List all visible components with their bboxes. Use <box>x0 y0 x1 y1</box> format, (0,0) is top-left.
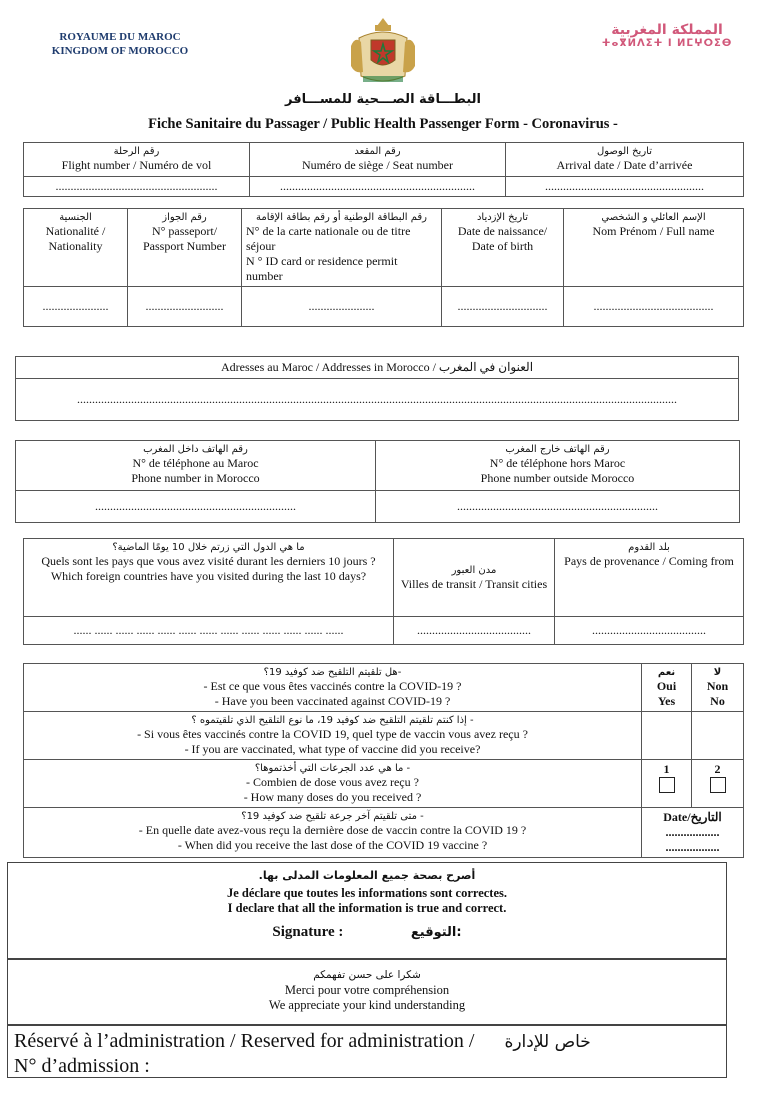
admin-reserved-label: Réservé à l’administration / Reserved for administration / <box>14 1030 475 1052</box>
id-card-header: رقم البطاقة الوطنية أو رقم بطاقة الإقامة N° de la carte nationale ou de titre séjour N ° ID card or residence permit number <box>242 209 442 287</box>
phone-out-label-en: Phone number outside Morocco <box>480 471 635 485</box>
travel-table <box>23 538 744 645</box>
address-table <box>15 356 739 421</box>
origin-country-header: بلد القدوم Pays de provenance / Coming from <box>555 539 744 617</box>
vaccine-table <box>23 663 744 858</box>
passport-header: رقم الجواز N° passeport/ Passport Number <box>128 209 242 287</box>
vaccine-type-no-cell <box>692 712 744 760</box>
phone-in-header: رقم الهاتف داخل المغرب N° de téléphone au Maroc Phone number in Morocco <box>16 441 376 491</box>
kingdom-name-block-ar <box>592 22 742 49</box>
dose-1-option[interactable]: 1 <box>642 760 692 808</box>
admission-number-label: N° d’admission : <box>14 1055 150 1077</box>
dose-2-option[interactable]: 2 <box>692 760 744 808</box>
thanks-box <box>7 958 727 1026</box>
thanks-fr: Merci pour votre compréhension <box>284 983 450 997</box>
flight-number-field[interactable]: ...................................................... <box>24 177 250 197</box>
form-title-ar: البطـــاقة الصـــحية للمســـافر <box>285 92 481 107</box>
signature-label: Signature : <box>272 924 344 940</box>
last-dose-date-field[interactable]: Date/التاريخ .................. .................. <box>642 808 744 858</box>
kingdom-name-ar: المملكة المغربية <box>611 22 723 38</box>
admission-number-field[interactable] <box>8 1054 726 1078</box>
visited-countries-header: ما هي الدول التي زرتم خلال 10 يومًا الماضية؟ Quels sont les pays que vous avez visité durant les derniers 10 jours ? Which foreign countries have you visited during the last 10 days? <box>24 539 394 617</box>
address-label: Adresses au Maroc / Addresses in Morocco / العنوان في المغرب <box>220 360 534 374</box>
address-header <box>16 357 739 379</box>
form-title: Fiche Sanitaire du Passager / Public Health Passenger Form - Coronavirus - <box>148 116 618 132</box>
kingdom-name-block <box>40 30 200 58</box>
dose-2-checkbox[interactable] <box>710 777 726 793</box>
thanks-ar: شكرا على حسن تفهمكم <box>313 969 421 981</box>
declaration-en: I declare that all the information is true and correct. <box>227 901 507 915</box>
flight-number-label: Flight number / Numéro de vol <box>61 158 212 172</box>
transit-cities-field[interactable]: ...................................... <box>394 617 555 645</box>
id-card-field[interactable]: ...................... <box>242 287 442 327</box>
transit-cities-header: مدن العبور Villes de transit / Transit cities <box>394 539 555 617</box>
no-option[interactable]: لا Non No <box>692 664 744 712</box>
arrival-date-header: تاريخ الوصول Arrival date / Date d’arrivée <box>506 143 744 177</box>
dose-count-question: - ما هي عدد الجرعات التي أخذتموها؟ - Combien de dose vous avez reçu ? - How many doses do you received ? <box>24 760 642 808</box>
full-name-header: الإسم العائلي و الشخصي Nom Prénom / Full name <box>564 209 744 287</box>
flight-number-header: رقم الرحلة Flight number / Numéro de vol <box>24 143 250 177</box>
visited-countries-label-fr: Quels sont les pays que vous avez visité durant les derniers 10 jours ? <box>41 554 376 568</box>
seat-number-header: رقم المقعد Numéro de siège / Seat number <box>250 143 506 177</box>
declaration-box <box>7 862 727 960</box>
flight-table <box>23 142 744 197</box>
identity-table <box>23 208 744 327</box>
admin-box <box>7 1024 727 1078</box>
nationality-field[interactable]: ...................... <box>24 287 128 327</box>
full-name-field[interactable]: ........................................ <box>564 287 744 327</box>
passport-label: N° passeport/ Passport Number <box>143 224 226 253</box>
birth-date-header: تاريخ الإزدياد Date de naissance/ Date of birth <box>442 209 564 287</box>
vaccine-type-question: - إذا كنتم تلقيتم التلقيح ضد كوفيد 19، ما نوع التلقيح الذي تلقيتموه ؟ - Si vous êtes vaccinés contre la COVID 19, quel type de vaccin vous avez reçu ? - If you are vaccinated, what type of vaccine did you receive? <box>24 712 642 760</box>
yes-option[interactable]: نعم Oui Yes <box>642 664 692 712</box>
nationality-header: الجنسية Nationalité / Nationality <box>24 209 128 287</box>
kingdom-name-en: KINGDOM OF MOROCCO <box>51 45 189 57</box>
phone-in-label-fr: N° de téléphone au Maroc <box>132 456 259 470</box>
origin-country-field[interactable]: ...................................... <box>555 617 744 645</box>
arrival-date-field[interactable]: ..................................................... <box>506 177 744 197</box>
phone-out-header: رقم الهاتف خارج المغرب N° de téléphone hors Maroc Phone number outside Morocco <box>376 441 740 491</box>
visited-countries-field[interactable]: ...... ...... ...... ...... ...... ...... ...... ...... ...... ...... ...... ...... ...... <box>24 617 394 645</box>
royal-emblem-icon <box>345 16 421 88</box>
passport-field[interactable]: .......................... <box>128 287 242 327</box>
birth-date-field[interactable]: .............................. <box>442 287 564 327</box>
id-card-label-fr: N° de la carte nationale ou de titre séjour <box>246 224 411 253</box>
phone-in-field[interactable]: ................................................................... <box>16 491 376 523</box>
dose-1-checkbox[interactable] <box>659 777 675 793</box>
nationality-label: Nationalité / Nationality <box>45 224 106 253</box>
declaration-ar: أصرح بصحة جميع المعلومات المدلى بها. <box>258 869 476 882</box>
visited-countries-label-en: Which foreign countries have you visited during the last 10 days? <box>50 569 367 583</box>
kingdom-name-tifinagh: ⵜⴰⴳⵍⴷⵉⵜ ⵏ ⵍⵎⵖⵔⵉⴱ <box>601 38 733 49</box>
transit-cities-label: Villes de transit / Transit cities <box>400 576 548 591</box>
declaration-fr: Je déclare que toutes les informations sont correctes. <box>226 886 508 900</box>
full-name-label: Nom Prénom / Full name <box>592 224 715 238</box>
seat-number-label: Numéro de siège / Seat number <box>302 158 453 172</box>
thanks-en: We appreciate your kind understanding <box>268 998 466 1012</box>
seat-number-field[interactable]: ................................................................. <box>250 177 506 197</box>
admin-reserved-label-ar: خاص للإدارة <box>504 1032 591 1052</box>
vaccinated-question: -هل تلقيتم التلقيح ضد كوفيد 19؟ - Est ce que vous êtes vaccinés contre la COVID-19 ? - Have you been vaccinated against COVID-19 ? <box>24 664 642 712</box>
phone-out-label-fr: N° de téléphone hors Maroc <box>489 456 626 470</box>
phone-table <box>15 440 740 523</box>
id-card-label-en: N ° ID card or residence permit number <box>246 254 398 283</box>
address-field[interactable]: ........................................................................................................................................................................................................ <box>16 379 739 421</box>
origin-country-label: Pays de provenance / Coming from <box>564 554 734 568</box>
date-label: Date/التاريخ <box>663 810 722 824</box>
signature-line[interactable] <box>8 924 726 941</box>
last-dose-question: - متى تلقيتم آخر جرعة تلقيح ضد كوفيد 19؟ - En quelle date avez-vous reçu la dernière dose de vaccin contre la COVID 19 ? - When did you receive the last dose of the COVID 19 vaccine ? <box>24 808 642 858</box>
phone-out-field[interactable]: ................................................................... <box>376 491 740 523</box>
birth-date-label: Date de naissance/ Date of birth <box>457 224 548 253</box>
arrival-date-label: Arrival date / Date d’arrivée <box>556 158 693 172</box>
kingdom-name-fr: ROYAUME DU MAROC <box>59 31 181 43</box>
vaccine-type-yes-cell <box>642 712 692 760</box>
phone-in-label-en: Phone number in Morocco <box>131 471 260 485</box>
signature-label-ar: التوقيع: <box>410 925 462 940</box>
